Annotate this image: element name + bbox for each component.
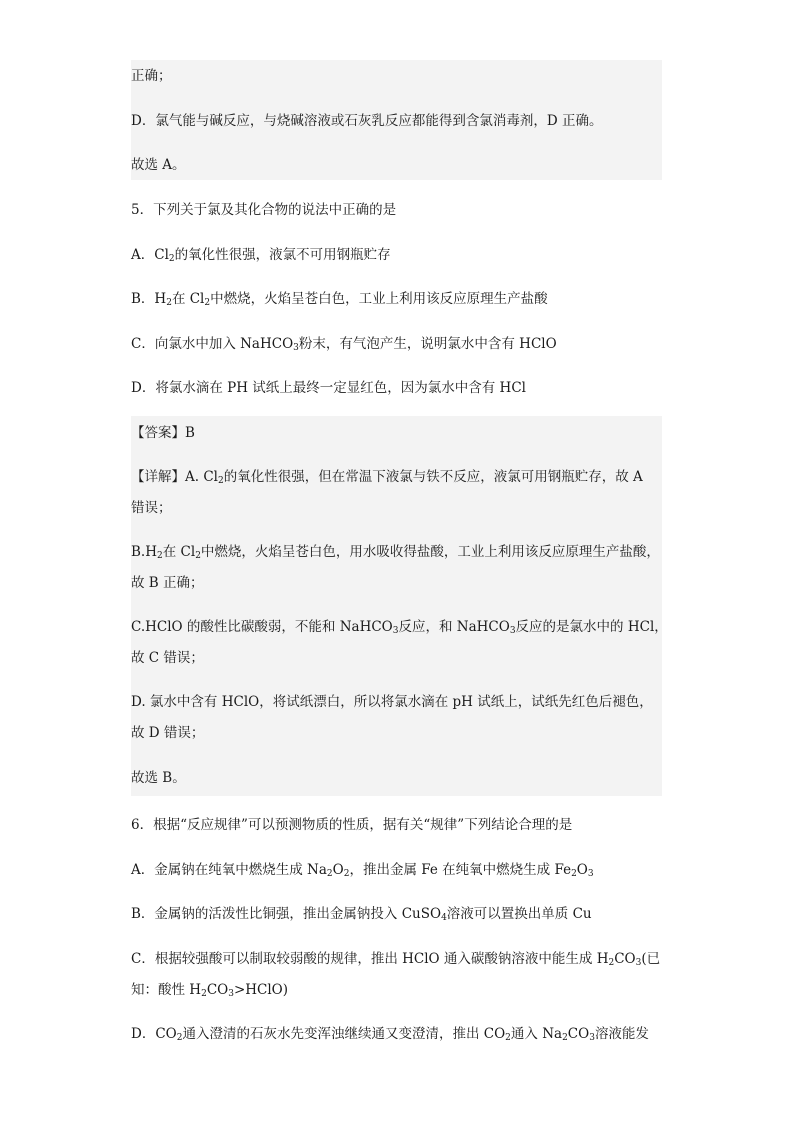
text-line-q5d [131, 378, 691, 398]
text-segment: D．将氯水滴在 PH 试纸上最终一定显红色，因为氯水中含有 HCl [131, 380, 526, 396]
subscript: 3 [635, 958, 642, 968]
text-segment: B.H [131, 544, 157, 560]
text-segment: 【详解】A. Cl [131, 469, 218, 485]
subscript: 2 [201, 989, 207, 999]
text-segment: O [576, 862, 588, 878]
text-line-q6b [131, 904, 691, 924]
text-segment: (已 [641, 951, 661, 967]
text-segment: 故 D 错误； [131, 725, 205, 741]
text-segment: 的氧化性很强，液氯不可用钢瓶贮存 [174, 247, 391, 263]
text-line-e1a [131, 467, 691, 487]
text-segment: 反应的是氯水中的 HCl， [515, 619, 668, 635]
text-segment: 溶液可以置换出单质 Cu [446, 906, 592, 922]
subscript: 3 [589, 1033, 595, 1043]
text-segment: C.HClO 的酸性比碳酸弱，不能和 NaHCO [131, 619, 393, 635]
text-line-e2a [131, 542, 691, 562]
text-line-e3b [131, 648, 691, 668]
text-segment: 知：酸性 H [131, 982, 202, 998]
subscript: 3 [228, 989, 234, 999]
subscript: 3 [509, 626, 516, 636]
text-segment: 反应，和 NaHCO [398, 619, 510, 635]
subscript: 3 [587, 869, 594, 879]
subscript: 2 [204, 298, 211, 308]
text-segment: CO [614, 951, 636, 967]
text-segment: 故 C 错误； [131, 650, 204, 666]
subscript: 2 [168, 254, 175, 264]
text-line-e3a [131, 617, 691, 637]
subscript: 2 [343, 869, 350, 879]
text-line-e5 [131, 768, 691, 788]
text-segment: A．Cl [131, 247, 169, 263]
text-segment: CO [206, 982, 229, 998]
subscript: 2 [176, 1033, 183, 1043]
text-line-q6d [131, 1024, 691, 1044]
text-line-q5b [131, 289, 691, 309]
text-line-e2b [131, 573, 691, 593]
text-segment: C．向氯水中加入 NaHCO [131, 336, 294, 352]
subscript: 2 [505, 1033, 511, 1043]
text-line-e4b [131, 723, 691, 743]
text-segment: 在 Cl [171, 291, 205, 307]
text-segment: 5．下列关于氯及其化合物的说法中正确的是 [131, 202, 397, 218]
text-segment: ，推出金属 Fe 在纯氧中燃烧生成 Fe [349, 862, 572, 878]
text-segment: C．根据较强酸可以制取较弱酸的规律，推出 HClO 通入碳酸钠溶液中能生成 H [131, 951, 609, 967]
subscript: 4 [441, 913, 447, 923]
subscript: 2 [217, 476, 224, 486]
text-segment: 通入澄清的石灰水先变浑浊继续通又变澄清，推出 CO [182, 1026, 506, 1042]
text-segment: >HClO) [233, 982, 289, 998]
text-line-q6 [131, 815, 691, 835]
subscript: 2 [326, 869, 333, 879]
subscript: 2 [562, 1033, 568, 1043]
subscript: 3 [392, 626, 399, 636]
text-line-l2 [131, 111, 691, 131]
subscript: 2 [157, 551, 163, 561]
text-segment: 通入 Na [510, 1026, 563, 1042]
text-segment: B．金属钠的活泼性比铜强，推出金属钠投入 CuSO [131, 906, 442, 922]
text-segment: 【答案】B [131, 425, 195, 441]
text-segment: 中燃烧，火焰呈苍白色，用水吸收得盐酸，工业上利用该反应原理生产盐酸， [200, 544, 660, 560]
text-line-q6c2 [131, 980, 691, 1000]
text-line-q5a [131, 245, 691, 265]
text-segment: 6．根据“反应规律”可以预测物质的性质，据有关“规律”下列结论合理的是 [131, 817, 573, 833]
text-line-e4a [131, 692, 691, 712]
text-segment: 溶液能发 [594, 1026, 649, 1042]
subscript: 2 [608, 958, 615, 968]
text-line-e1b [131, 498, 691, 518]
text-line-q5c [131, 334, 691, 354]
text-segment: 在 Cl [162, 544, 196, 560]
text-segment: CO [567, 1026, 590, 1042]
text-segment: A．金属钠在纯氧中燃烧生成 Na [131, 862, 327, 878]
subscript: 2 [571, 869, 577, 879]
subscript: 2 [166, 298, 172, 308]
text-segment: 正确； [131, 68, 172, 84]
text-segment: D．CO [131, 1026, 177, 1042]
text-segment: O [332, 862, 344, 878]
text-line-q5 [131, 200, 691, 220]
text-segment: D．氯气能与碱反应，与烧碱溶液或石灰乳反应都能得到含氯消毒剂，D 正确。 [131, 113, 603, 129]
text-segment: 粉末，有气泡产生，说明氯水中含有 HClO [298, 336, 557, 352]
text-line-l3 [131, 155, 691, 175]
text-segment: D. 氯水中含有 HClO，将试纸漂白，所以将氯水滴在 pH 试纸上，试纸先红色后褪色， [131, 694, 653, 710]
text-segment: 错误； [131, 500, 172, 516]
text-segment: 中燃烧，火焰呈苍白色，工业上利用该反应原理生产盐酸 [210, 291, 548, 307]
text-segment: 故选 A。 [131, 157, 186, 173]
text-segment: 的氧化性很强，但在常温下液氯与铁不反应，液氯可用钢瓶贮存，故 A [223, 469, 643, 485]
text-segment: 故选 B。 [131, 770, 186, 786]
subscript: 3 [293, 343, 299, 353]
text-line-q6c1 [131, 949, 691, 969]
subscript: 2 [195, 551, 201, 561]
text-segment: B．H [131, 291, 167, 307]
text-line-q6a [131, 860, 691, 880]
text-line-l1 [131, 66, 691, 86]
text-segment: 故 B 正确； [131, 575, 204, 591]
text-line-ans [131, 423, 691, 443]
